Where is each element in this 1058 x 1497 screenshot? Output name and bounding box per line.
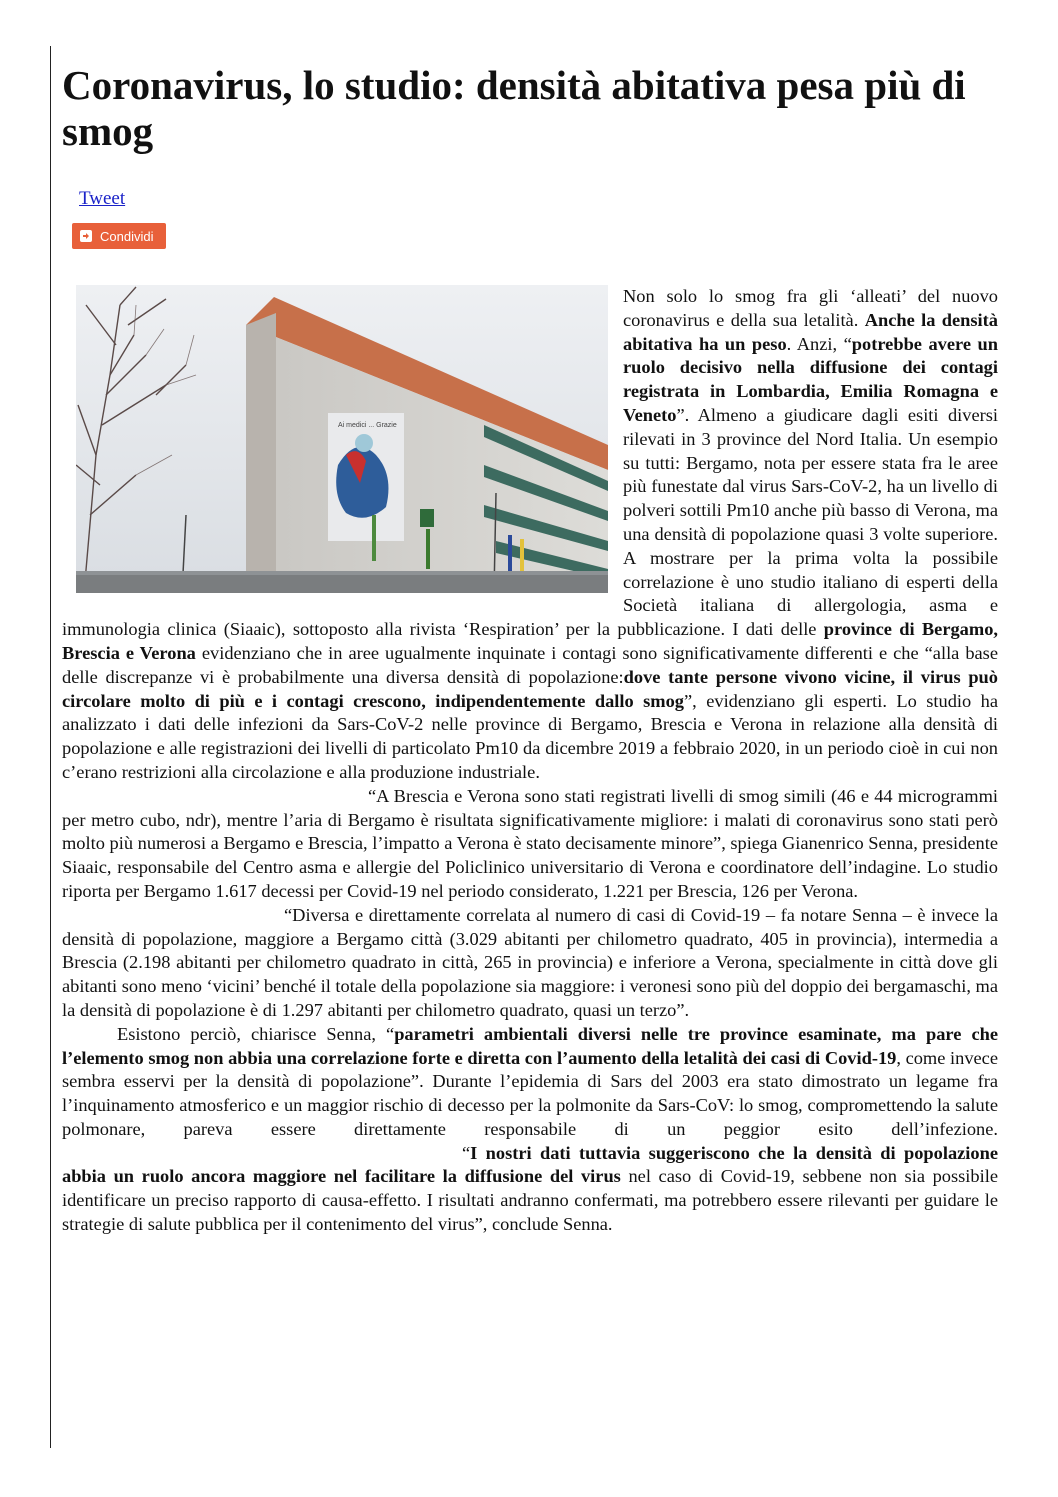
paragraph-density: “Diversa e direttamente correlata al numero di casi di Covid-19 – fa notare Senna – è invece la densità di popolazione, maggiore a Bergamo città (3.029 abitanti per chilometro quadrato, 405 in provincia), intermedia a Brescia (2.198 abitanti per chilometro quadrato in città, 265 in provincia) e inferiore a Verona, specialmente in città dove gli abitanti sono meno ‘vicini’ benché il totale della popolazione sia maggiore: i veronesi sono più del doppio dei bergamaschi, ma la densità di popolazione è di 1.297 abitanti per chilometro quadrato, quasi un terzo”. xyxy=(62,904,998,1020)
left-margin-rule xyxy=(50,46,51,1448)
article-title: Coronavirus, lo studio: densità abitativa pesa più di smog xyxy=(62,62,966,154)
paragraph-smog-levels: “A Brescia e Verona sono stati registrati livelli di smog simili (46 e 44 microgrammi per metro cubo, ndr), mentre l’aria di Bergamo è risultata significativamente migliore: i malati di coronavirus sono stati però molto più numerosi a Bergamo e Brescia, l’impatto a Verona è stato decisamente minore”, spiega Gianenrico Senna, presidente Siaaic, responsabile del Centro asma e allergie del Policlinico universitario di Verona e coordinatore dell’indagine. Lo studio riporta per Bergamo 1.617 decessi per Covid-19 nel periodo considerato, 1.221 per Brescia, 126 per Verona. xyxy=(62,785,998,901)
share-button[interactable] xyxy=(72,223,166,249)
share-label: Condividi xyxy=(100,228,154,244)
paragraph-intro: Non solo lo smog fra gli ‘alleati’ del nuovo coronavirus e della sua letalità. Anche la densità abitativa ha un peso. Anzi, “potrebbe avere un ruolo decisivo nella diffusione dei contagi registrata in Lombardia, Emilia Romagna e Veneto”. Almeno a giudicare dagli esiti diversi rilevati in 3 province del Nord Italia. Un esempio su tutti: Bergamo, nota per essere stata fra le aree più funestate dal virus Sars-CoV-2, ha un livello di polveri sottili Pm10 anche più basso di Verona, ma una densità di popolazione quasi 3 volte superiore. A mostrare per la prima volta la possibile correlazione è uno studio italiano di esperti della Società italiana di allergologia, asma e immunologia clinica (Siaaic), sottoposto alla rivista ‘Respiration’ per la pubblicazione. I dati delle province di Bergamo, Brescia e Verona evidenziano che in aree ugualmente inquinate i contagi sono significativamente differenti e che “alla base delle discrepanze vi è probabilmente una diversa densità di popolazione:dove tante persone vivono vicine, il virus può circolare molto di più e i contagi crescono, indipendentemente dallo smog”, evidenziano gli esperti. Lo studio ha analizzato i dati delle infezioni da Sars-CoV-2 nelle province di Bergamo, Brescia e Verona in relazione alla densità di popolazione e alle registrazioni dei livelli di particolato Pm10 da dicembre 2019 a febbraio 2020, in un periodo cioè in cui non c’erano restrizioni alla circolazione e alla produzione industriale. xyxy=(62,286,998,782)
hospital-photo xyxy=(76,285,608,593)
tweet-link[interactable]: Tweet xyxy=(79,188,126,209)
paragraph-conclusion: Esistono perciò, chiarisce Senna, “parametri ambientali diversi nelle tre province esaminate, ma pare che l’elemento smog non abbia una correlazione forte e diretta con l’aumento della letalità dei casi di Covid-19, come invece sembra esservi per la densità di popolazione”. Durante l’epidemia di Sars del 2003 era stato dimostrato un legame fra l’inquinamento atmosferico e un maggior rischio di decesso per la polmonite da Sars-CoV: lo smog, compromettendo la salute polmonare, pareva essere direttamente responsabile di un peggior esito dell’infezione.“I nostri dati tuttavia suggeriscono che la densità di popolazione abbia un ruolo ancora maggiore nel facilitare la diffusione del virus nel caso di Covid-19, sebbene non sia possibile identificare un preciso rapporto di causa-effetto. I risultati andranno confermati, ma potrebbero essere rilevanti per guidare le strategie di salute pubblica per il contenimento del virus”, conclude Senna. xyxy=(62,1023,999,1235)
article-body xyxy=(62,285,998,1237)
share-arrow-icon xyxy=(80,230,92,242)
mural-caption: Ai medici ... Grazie xyxy=(338,422,397,429)
